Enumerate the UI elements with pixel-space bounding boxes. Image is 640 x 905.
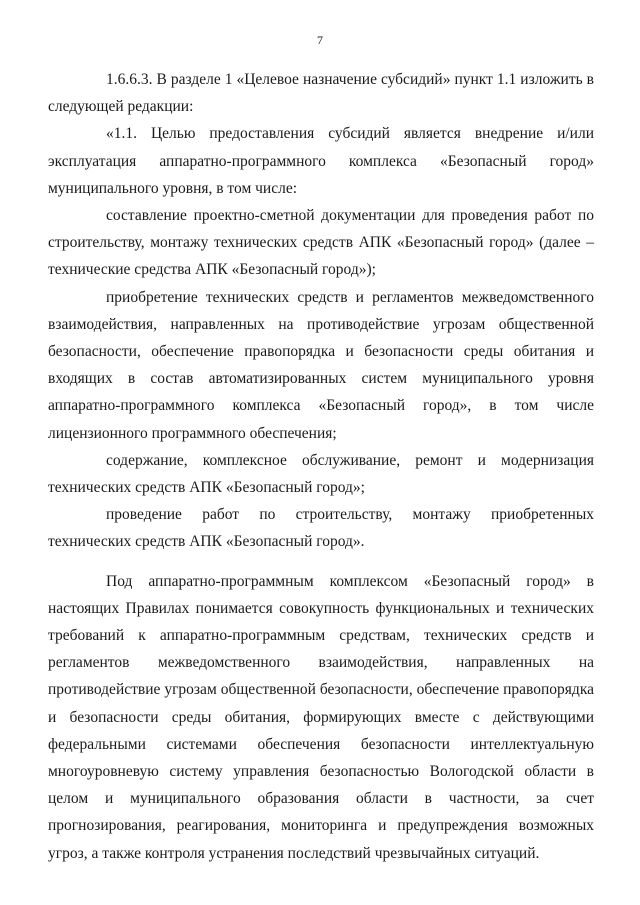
paragraph-equipment-acquisition: приобретение технических средств и регламентов межведомственного взаимодействия, направленных на противодействие угрозам общественной безопасности, обеспечение правопорядка и безопасности среды обитания и входящих в состав автоматизированных систем муниципального уровня аппаратно-программного комплекса «Безопасный город», в том числе лицензионного программного обеспечения; <box>48 288 594 442</box>
document-body <box>48 66 594 867</box>
paragraph-complex-definition: Под аппаратно-программным комплексом «Безопасный город» в настоящих Правилах понимается совокупность функциональных и технических требований к аппаратно-программным средствам, технических средств и регламентов межведомственного взаимодействия, направленных на противодействие угрозам общественной безопасности, обеспечение правопорядка и безопасности среды обитания, формирующих вместе с действующими федеральными системами обеспечения безопасности интеллектуальную многоуровневую систему управления безопасностью Вологодской области в целом и муниципального образования области в частности, за счет прогнозирования, реагирования, мониторинга и предупреждения возможных угроз, а также контроля устранения последствий чрезвычайных ситуаций. <box>48 572 594 862</box>
paragraph-subsidy-purpose: «1.1. Целью предоставления субсидий является внедрение и/или эксплуатация аппаратно-программного комплекса «Безопасный город» муниципального уровня, в том числе: <box>48 125 594 197</box>
page-number: 7 <box>317 33 323 47</box>
paragraph-installation-works: проведение работ по строительству, монтажу приобретенных технических средств АПК «Безопасный город». <box>48 506 594 551</box>
paragraph-design-documentation: составление проектно-сметной документации для проведения работ по строительству, монтажу технических средств АПК «Безопасный город» (далее – технические средства АПК «Безопасный город»); <box>48 207 594 279</box>
paragraph-maintenance: содержание, комплексное обслуживание, ремонт и модернизация технических средств АПК «Безопасный город»; <box>48 451 594 497</box>
paragraph-amendment-intro: 1.6.6.3. В разделе 1 «Целевое назначение субсидий» пункт 1.1 изложить в следующей редакции: <box>48 71 594 116</box>
